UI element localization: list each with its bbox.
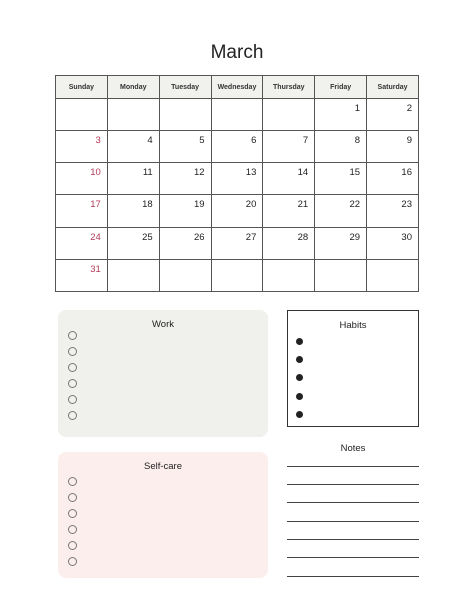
work-checkbox[interactable]	[68, 395, 77, 404]
calendar-day-cell[interactable]: 9	[367, 131, 419, 163]
calendar-week-row	[56, 195, 419, 227]
calendar-day-cell[interactable]: 15	[315, 163, 367, 195]
calendar-day-cell[interactable]: 10	[56, 163, 108, 195]
calendar-day-cell[interactable]: 24	[56, 227, 108, 259]
calendar-day-cell[interactable]	[56, 99, 108, 131]
calendar-day-cell[interactable]: 29	[315, 227, 367, 259]
weekday-header-tuesday: Tuesday	[159, 76, 211, 99]
calendar-day-cell[interactable]	[211, 99, 263, 131]
calendar-day-cell[interactable]	[263, 259, 315, 291]
habit-bullet-icon	[296, 411, 303, 418]
calendar-day-cell[interactable]: 12	[159, 163, 211, 195]
calendar-day-cell[interactable]	[159, 99, 211, 131]
calendar-day-cell[interactable]: 5	[159, 131, 211, 163]
calendar-day-cell[interactable]: 28	[263, 227, 315, 259]
habit-bullet-icon	[296, 338, 303, 345]
habit-bullet-icon	[296, 356, 303, 363]
month-title: March	[210, 42, 264, 63]
calendar-day-cell[interactable]: 19	[159, 195, 211, 227]
weekday-header-thursday: Thursday	[263, 76, 315, 99]
notes-title: Notes	[340, 443, 366, 454]
weekday-header-row	[56, 76, 419, 99]
calendar-day-cell[interactable]: 17	[56, 195, 108, 227]
selfcare-panel	[58, 452, 268, 578]
selfcare-checkbox[interactable]	[68, 477, 77, 486]
calendar-week-row	[56, 259, 419, 291]
calendar-week-row	[56, 99, 419, 131]
selfcare-checkbox[interactable]	[68, 509, 77, 518]
calendar-day-cell[interactable]	[211, 259, 263, 291]
calendar-day-cell[interactable]: 1	[315, 99, 367, 131]
calendar-day-cell[interactable]: 25	[107, 227, 159, 259]
habits-title: Habits	[339, 320, 367, 331]
calendar-day-cell[interactable]: 11	[107, 163, 159, 195]
calendar-day-cell[interactable]: 2	[367, 99, 419, 131]
calendar-week-row	[56, 227, 419, 259]
calendar-day-cell[interactable]: 27	[211, 227, 263, 259]
calendar-day-cell[interactable]: 18	[107, 195, 159, 227]
work-checkbox[interactable]	[68, 379, 77, 388]
calendar-day-cell[interactable]: 26	[159, 227, 211, 259]
habit-bullet-icon	[296, 393, 303, 400]
work-checkbox[interactable]	[68, 331, 77, 340]
calendar-week-row	[56, 163, 419, 195]
month-calendar-grid	[55, 75, 419, 292]
calendar-day-cell[interactable]: 16	[367, 163, 419, 195]
work-checkbox[interactable]	[68, 347, 77, 356]
calendar-day-cell[interactable]	[263, 99, 315, 131]
work-panel	[58, 310, 268, 437]
calendar-day-cell[interactable]: 22	[315, 195, 367, 227]
notes-line[interactable]	[287, 521, 419, 522]
calendar-day-cell[interactable]: 21	[263, 195, 315, 227]
calendar-day-cell[interactable]: 4	[107, 131, 159, 163]
calendar-day-cell[interactable]	[107, 259, 159, 291]
calendar-day-cell[interactable]: 13	[211, 163, 263, 195]
selfcare-checkbox[interactable]	[68, 493, 77, 502]
notes-line[interactable]	[287, 557, 419, 558]
calendar-day-cell[interactable]	[107, 99, 159, 131]
calendar-day-cell[interactable]: 20	[211, 195, 263, 227]
habits-panel	[287, 310, 419, 427]
notes-line[interactable]	[287, 502, 419, 503]
calendar-day-cell[interactable]: 31	[56, 259, 108, 291]
selfcare-checkbox[interactable]	[68, 557, 77, 566]
calendar-day-cell[interactable]	[315, 259, 367, 291]
weekday-header-saturday: Saturday	[367, 76, 419, 99]
selfcare-title: Self-care	[143, 461, 182, 472]
calendar-day-cell[interactable]: 3	[56, 131, 108, 163]
work-checkbox[interactable]	[68, 411, 77, 420]
work-title: Work	[152, 319, 174, 330]
weekday-header-monday: Monday	[107, 76, 159, 99]
notes-line[interactable]	[287, 576, 419, 577]
habit-bullet-icon	[296, 374, 303, 381]
calendar-day-cell[interactable]: 8	[315, 131, 367, 163]
calendar-day-cell[interactable]	[367, 259, 419, 291]
calendar-week-row	[56, 131, 419, 163]
notes-line[interactable]	[287, 484, 419, 485]
weekday-header-sunday: Sunday	[56, 76, 108, 99]
selfcare-checkbox[interactable]	[68, 525, 77, 534]
notes-line[interactable]	[287, 466, 419, 467]
calendar-day-cell[interactable]	[159, 259, 211, 291]
weekday-header-wednesday: Wednesday	[211, 76, 263, 99]
selfcare-checkbox[interactable]	[68, 541, 77, 550]
calendar-day-cell[interactable]: 23	[367, 195, 419, 227]
calendar-day-cell[interactable]: 6	[211, 131, 263, 163]
work-checkbox[interactable]	[68, 363, 77, 372]
calendar-day-cell[interactable]: 7	[263, 131, 315, 163]
calendar-day-cell[interactable]: 30	[367, 227, 419, 259]
calendar-day-cell[interactable]: 14	[263, 163, 315, 195]
weekday-header-friday: Friday	[315, 76, 367, 99]
notes-line[interactable]	[287, 539, 419, 540]
